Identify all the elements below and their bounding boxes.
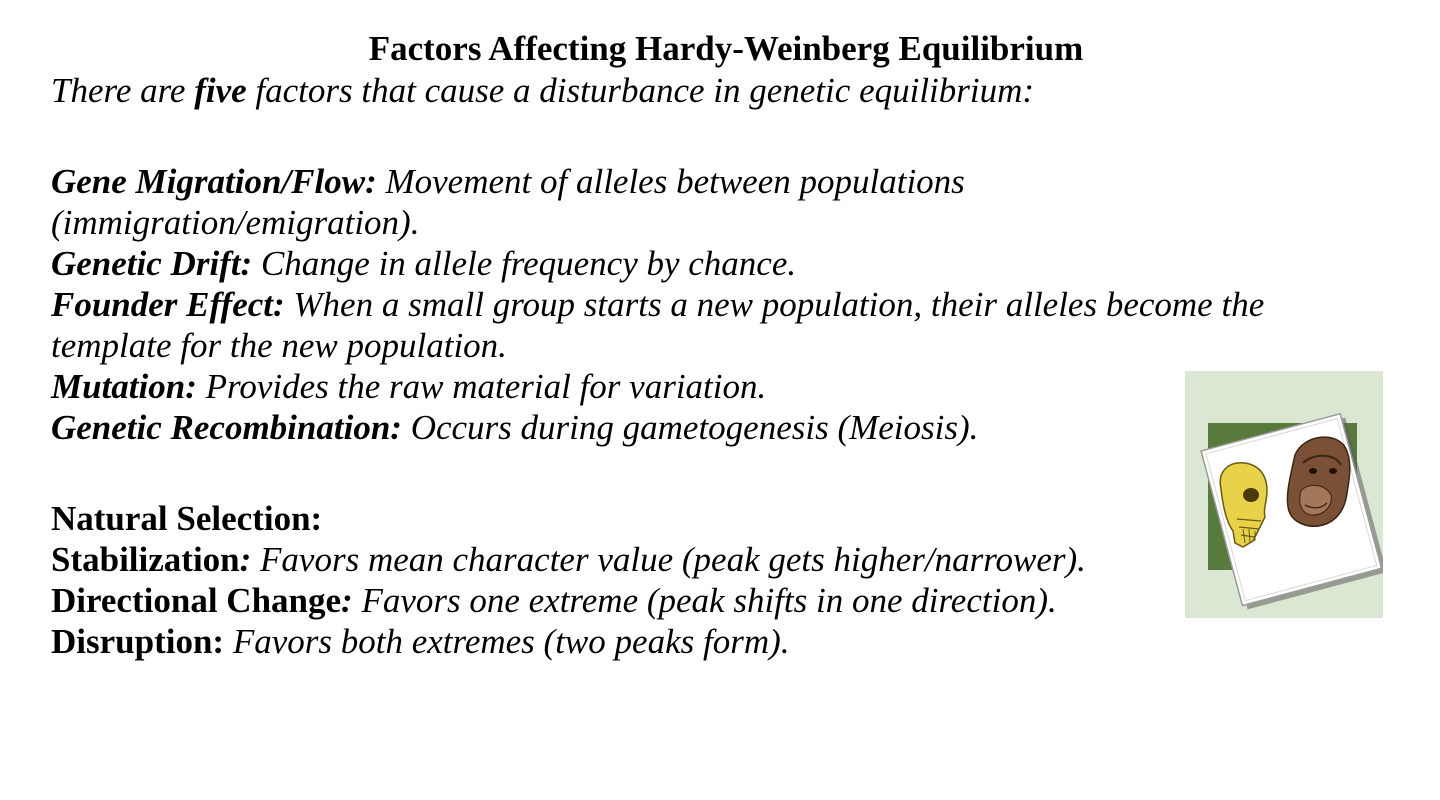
spacer [51, 111, 1381, 161]
selection-description: Favors mean character value (peak gets higher/narrower). [251, 540, 1086, 579]
selection-stabilization [51, 539, 1381, 580]
factor-mutation [51, 366, 1381, 407]
selection-term: Disruption: [51, 622, 225, 661]
evolution-clipart [1185, 371, 1383, 618]
factor-founder-effect [51, 284, 1381, 325]
factor-term: Genetic Recombination: [51, 408, 402, 447]
natural-selection-heading: Natural Selection: [51, 499, 323, 538]
intro-emphasis: five [194, 71, 247, 110]
natural-selection-section [51, 498, 1381, 662]
intro-line [51, 70, 1381, 111]
selection-colon: : [239, 540, 252, 579]
selection-term: Stabilization [51, 540, 240, 579]
selection-directional [51, 580, 1381, 621]
selection-disruption [51, 621, 1381, 662]
factor-genetic-drift [51, 243, 1381, 284]
selection-description: Favors both extremes (two peaks form). [224, 622, 790, 661]
factor-description: Movement of alleles between populations [376, 162, 965, 201]
selection-description: Favors one extreme (peak shifts in one direction). [352, 581, 1057, 620]
ape-head-icon [1287, 437, 1349, 526]
factor-term: Founder Effect: [51, 285, 285, 324]
factor-term: Gene Migration/Flow: [51, 162, 377, 201]
slide-body [51, 70, 1381, 662]
factor-description: When a small group starts a new population, their alleles become the [284, 285, 1265, 324]
spacer [51, 448, 1381, 498]
intro-before: There are [51, 71, 195, 110]
factor-gene-migration [51, 161, 1381, 202]
selection-term: Directional Change [51, 581, 342, 620]
skull-and-ape-head-icon [1185, 371, 1383, 618]
factor-gene-migration-continued: (immigration/emigration). [51, 203, 420, 242]
factor-term: Mutation: [51, 367, 197, 406]
slide-title: Factors Affecting Hardy-Weinberg Equilibrium [368, 29, 1084, 68]
factor-description: Change in allele frequency by chance. [252, 244, 797, 283]
factor-term: Genetic Drift: [51, 244, 253, 283]
factor-list [51, 161, 1381, 448]
factor-founder-effect-continued: template for the new population. [51, 326, 507, 365]
selection-colon: : [341, 581, 353, 620]
factor-description: Provides the raw material for variation. [196, 367, 767, 406]
factor-description: Occurs during gametogenesis (Meiosis). [401, 408, 979, 447]
intro-after: factors that cause a disturbance in genetic equilibrium: [246, 71, 1035, 110]
factor-genetic-recombination [51, 407, 1381, 448]
